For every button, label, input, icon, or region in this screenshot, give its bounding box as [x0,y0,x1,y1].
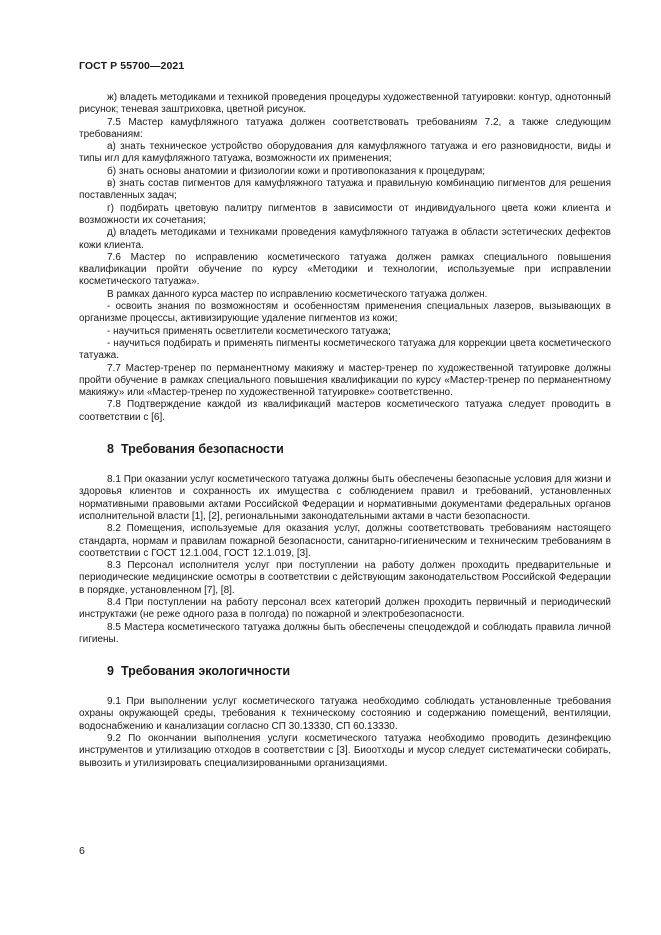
paragraph: 8.4 При поступлении на работу персонал всех категорий должен проходить первичный и периодический инструктажи (не реже одного раза в полгода) по пожарной и электробезопасности. [79,596,611,621]
section-number: 8 [107,442,114,457]
paragraph: - освоить знания по возможностям и особенностям применения специальных лазеров, вызывающих в организме процессы, активизирующие удаление пигментов из кожи; [79,301,611,325]
paragraph: 7.8 Подтверждение каждой из квалификаций мастеров косметического татуажа следует проводить в соответствии с [6]. [79,399,611,423]
section-title: Требования экологичности [120,664,291,679]
paragraph: 8.1 При оказании услуг косметического татуажа должны быть обеспечены безопасные условия для жизни и здоровья клиентов и сохранность их имущества с соблюдением правил и требований, установленных нормативными правовыми актами Российской Федерации и нормативными документами федеральных органов исполнительной власти [1], [2], региональными законодательными актами в части безопасности. [79,474,611,522]
paragraph: - научиться подбирать и применять пигменты косметического татуажа для коррекции цвета косметического татуажа. [79,337,611,362]
section-heading-9 [79,664,611,679]
section-title: Требования безопасности [120,442,284,457]
section-heading-8 [79,442,611,457]
paragraph: 7.7 Мастер-тренер по перманентному макияжу и мастер-тренер по художественной татуировке должны пройти обучение в рамках специального повышения квалификации по курсу «Мастер-тренер по перманентному макияжу» или «Мастер-тренер по художественной татуировке» соответственно. [79,362,611,399]
document-body [79,80,611,770]
paragraph: а) знать техническое устройство оборудования для камуфляжного татуажа и его разновидности, виды и типы игл для камуфляжного татуажа, возможности их применения; [79,141,611,165]
paragraph: 7.6 Мастер по исправлению косметического татуажа должен рамках специального повышения квалификации пройти обучение по курсу «Методики и технологии, используемые при исправлении косметического татуажа». [79,251,611,288]
paragraph: 9.1 При выполнении услуг косметического татуажа необходимо соблюдать установленные требования охраны окружающей среды, требования к техническому состоянию и содержанию помещений, вентиляции, водоснабжению и канализации согласно СП 30.13330, СП 60.13330. [79,696,611,732]
paragraph: - научиться применять осветлители косметического татуажа; [107,325,391,337]
standard-header: ГОСТ Р 55700—2021 [79,60,185,72]
page-number: 6 [79,845,85,857]
paragraph: 8.2 Помещения, используемые для оказания услуг, должны соответствовать требованиям настоящего стандарта, нормам и правилам пожарной безопасности, санитарно-гигиеническим и техническим требованиям в соответствии с ГОСТ 12.1.004, ГОСТ 12.1.019, [3]. [79,523,611,559]
paragraph: 8.3 Персонал исполнителя услуг при поступлении на работу должен проходить предварительные и периодические медицинские осмотры в соответствии с действующим законодательством Российской Федерации в порядке, установленном [7], [8]. [79,560,611,596]
paragraph: д) владеть методиками и техниками проведения камуфляжного татуажа в области эстетических дефектов кожи клиента. [79,227,611,251]
paragraph: ж) владеть методиками и техникой проведения процедуры художественной татуировки: контур, однотонный рисунок; теневая заштриховка, цветной рисунок. [79,92,611,116]
section-number: 9 [107,664,114,679]
paragraph: В рамках данного курса мастер по исправлению косметического татуажа должен. [107,288,488,300]
paragraph: г) подбирать цветовую палитру пигментов в зависимости от индивидуального цвета кожи клиента и возможности их сочетания; [79,202,611,226]
paragraph: 8.5 Мастера косметического татуажа должны быть обеспечены спецодеждой и соблюдать правила личной гигиены. [79,621,611,645]
paragraph: 9.2 По окончании выполнения услуги косметического татуажа необходимо проводить дезинфекцию инструментов и утилизацию отходов в соответствии с [3]. Биоотходы и мусор следует систематически собирать, вывозить и утилизировать специализированными организациями. [79,733,611,769]
paragraph: в) знать состав пигментов для камуфляжного татуажа и правильную комбинацию пигментов для решения поставленных задач; [79,178,611,202]
paragraph: 7.5 Мастер камуфляжного татуажа должен соответствовать требованиям 7.2, а также следующим требованиям: [79,116,611,140]
paragraph: б) знать основы анатомии и физиологии кожи и противопоказания к процедурам; [107,165,486,177]
